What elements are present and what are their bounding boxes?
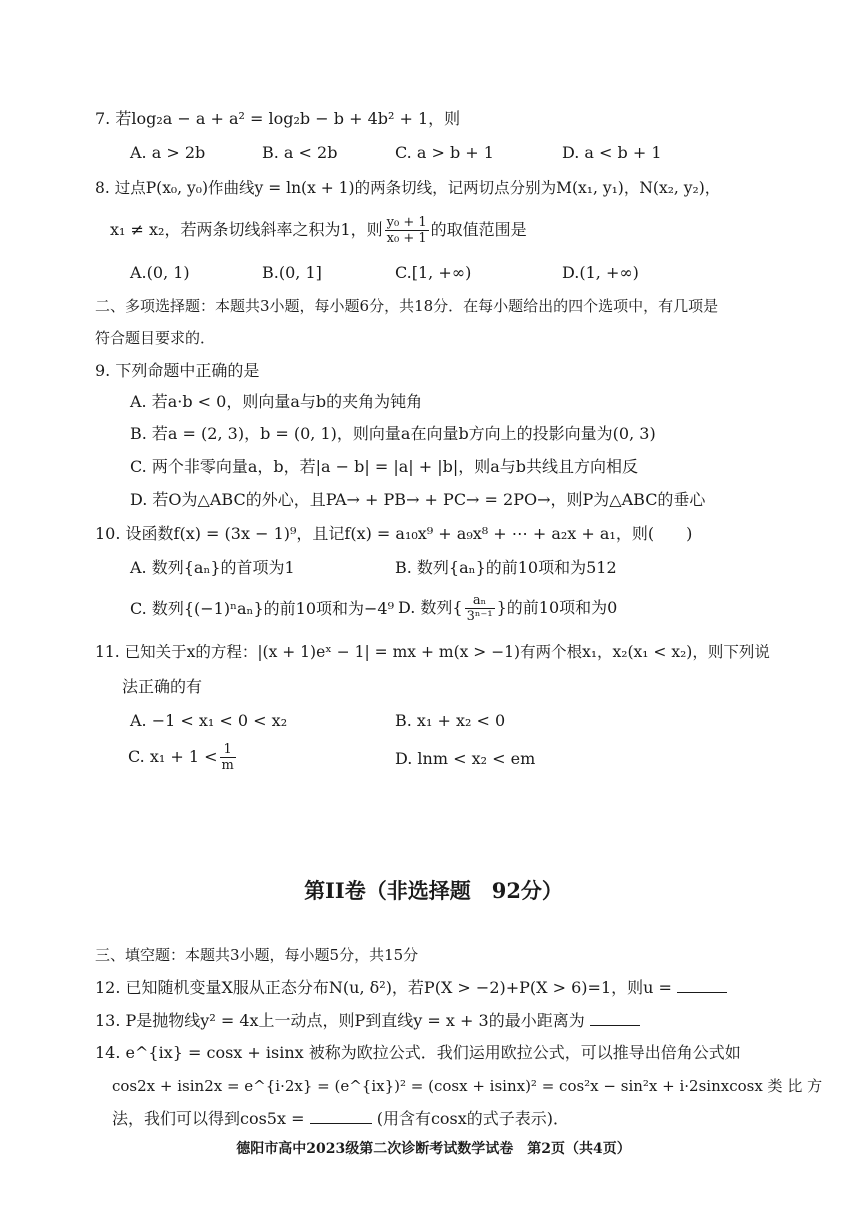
- q8-frac-den: x₀ + 1: [386, 231, 427, 246]
- q8-stem-post: 的取值范围是: [430, 220, 527, 239]
- q14-line3-pre: 法，我们可以得到cos5x =: [112, 1109, 305, 1128]
- q8-option-a: A.(0, 1): [130, 263, 190, 282]
- q8-option-b: B.(0, 1]: [262, 263, 322, 282]
- page-footer: 德阳市高中2023级第二次诊断考试数学试卷 第2页（共4页）: [236, 1141, 631, 1157]
- q10-option-d-post: }的前10项和为0: [496, 598, 618, 617]
- q8-stem-line1: 8. 过点P(x₀, y₀)作曲线y = ln(x + 1)的两条切线，记两切点分别为M(x₁, y₁)，N(x₂, y₂)，: [95, 179, 721, 197]
- q11-option-a: A. −1 < x₁ < 0 < x₂: [130, 711, 288, 730]
- section2-heading-line2: 符合题目要求的．: [95, 329, 216, 347]
- q9-option-b: B. 若a = (2, 3)，b = (0, 1)，则向量a在向量b方向上的投影向量为(0, 3): [130, 424, 656, 443]
- q10-option-d: [398, 591, 617, 625]
- q7-option-d: D. a < b + 1: [562, 143, 662, 162]
- q14-line3-post: (用含有cosx的式子表示)．: [376, 1109, 570, 1128]
- q11-frac-num: 1: [220, 742, 236, 758]
- q11-option-d: D. lnm < x₂ < em: [395, 749, 536, 768]
- q10-option-a: A. 数列{aₙ}的首项为1: [130, 558, 295, 577]
- q9-option-a: A. 若a·b < 0，则向量a与b的夹角为钝角: [130, 392, 423, 411]
- q11-stem-line1: 11. 已知关于x的方程：|(x + 1)eˣ − 1| = mx + m(x > −1)有两个根x₁，x₂(x₁ < x₂)，则下列说: [95, 643, 770, 661]
- q10-option-c: C. 数列{(−1)ⁿaₙ}的前10项和为−4⁹: [130, 599, 395, 618]
- q7-option-b: B. a < 2b: [262, 143, 338, 162]
- section3-heading: 三、填空题：本题共3小题，每小题5分，共15分: [95, 946, 419, 964]
- q8-stem-line2: [110, 213, 527, 247]
- q13-answer-blank[interactable]: [590, 1011, 640, 1026]
- q14-answer-blank[interactable]: [310, 1109, 372, 1124]
- q10-option-d-fraction: [465, 593, 495, 624]
- q8-option-d: D.(1, +∞): [562, 263, 639, 282]
- q14-line1: 14. e^{ix} = cosx + isinx 被称为欧拉公式．我们运用欧拉公式，可以推导出倍角公式如: [95, 1043, 741, 1062]
- q10-option-b: B. 数列{aₙ}的前10项和为512: [395, 558, 617, 577]
- q8-stem-pre: x₁ ≠ x₂，若两条切线斜率之积为1，则: [110, 220, 383, 239]
- q13-text: 13. P是抛物线y² = 4x上一动点，则P到直线y = x + 3的最小距离为: [95, 1011, 585, 1030]
- q13-line: [95, 1010, 640, 1032]
- q10-option-d-pre: D. 数列{: [398, 598, 463, 617]
- q11-option-c-pre: C. x₁ + 1 <: [128, 747, 218, 766]
- q9-option-d: D. 若O为△ABC的外心，且PA→ + PB→ + PC→ = 2PO→，则P为△ABC的垂心: [130, 490, 706, 509]
- q10-frac-num: aₙ: [465, 593, 495, 609]
- q7-option-c: C. a > b + 1: [395, 143, 494, 162]
- part2-title: 第II卷（非选择题 92分）: [304, 878, 563, 903]
- q8-frac-num: y₀ + 1: [386, 215, 427, 230]
- q11-option-c: [128, 740, 238, 774]
- q12-answer-blank[interactable]: [677, 978, 727, 993]
- q9-stem: 9. 下列命题中正确的是: [95, 361, 260, 380]
- q14-line2: cos2x + isin2x = e^{i·2x} = (e^{ix})² = (cosx + isinx)² = cos²x − sin²x + i·2sinxcosx 类 比 方: [112, 1077, 823, 1095]
- q12-text: 12. 已知随机变量X服从正态分布N(u, δ²)，若P(X > −2)+P(X > 6)=1，则u =: [95, 978, 672, 997]
- q10-stem: 10. 设函数f(x) = (3x − 1)⁹，且记f(x) = a₁₀x⁹ + a₉x⁸ + ⋯ + a₂x + a₁，则( ): [95, 524, 693, 543]
- q11-option-b: B. x₁ + x₂ < 0: [395, 711, 506, 730]
- q8-fraction: [385, 215, 429, 246]
- q7-option-a: A. a > 2b: [130, 143, 206, 162]
- q14-line3: [112, 1108, 569, 1130]
- q11-option-c-fraction: [220, 742, 236, 773]
- q10-frac-den: 3ⁿ⁻¹: [466, 609, 493, 624]
- q11-stem-line2: 法正确的有: [122, 677, 203, 696]
- q12-line: [95, 977, 727, 999]
- q7-stem: 7. 若log₂a − a + a² = log₂b − b + 4b² + 1，则: [95, 109, 461, 128]
- q11-frac-den: m: [221, 758, 234, 773]
- q8-option-c: C.[1, +∞): [395, 263, 472, 282]
- section2-heading-line1: 二、多项选择题：本题共3小题，每小题6分，共18分．在每小题给出的四个选项中，有几项是: [95, 297, 719, 315]
- q9-option-c: C. 两个非零向量a，b，若|a − b| = |a| + |b|，则a与b共线且方向相反: [130, 457, 639, 476]
